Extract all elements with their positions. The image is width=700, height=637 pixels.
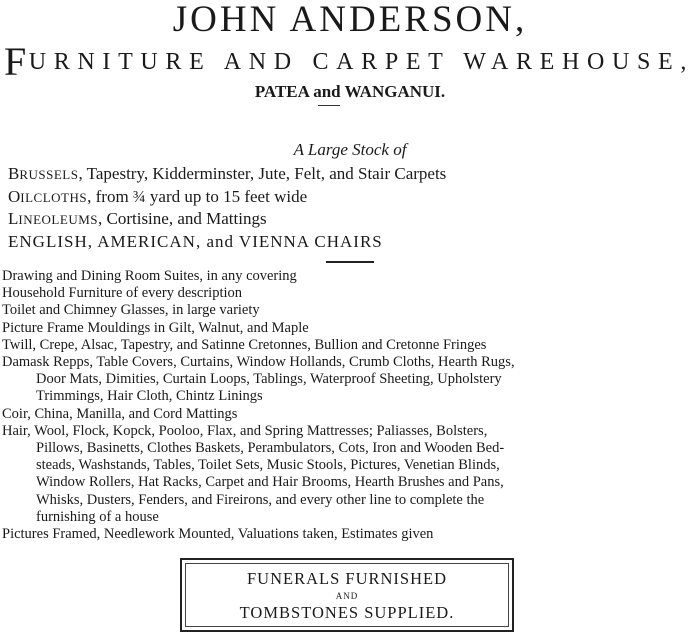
stock-intro: A Large Stock of: [293, 140, 407, 159]
tombstones-line: TOMBSTONES SUPPLIED.: [239, 603, 455, 622]
list-item: Coir, China, Manilla, and Cord Mattings: [2, 405, 238, 422]
items-list: [2, 268, 698, 543]
stock-line-smallcaps: INEOLEUMS: [18, 212, 98, 227]
stock-line-smallcaps: RUSSELS: [19, 167, 79, 182]
funerals-and: AND: [335, 591, 359, 601]
stock-line-smallcaps: ILCLOTHS: [20, 189, 88, 205]
stock-line-rest: , Tapestry, Kidderminster, Jute, Felt, and Stair Carpets: [78, 164, 447, 183]
list-item-continuation: Window Rollers, Hat Racks, Carpet and Hair Brooms, Hearth Brushes and Pans,: [36, 474, 504, 491]
stock-line-oilcloths: [8, 186, 698, 209]
list-item-continuation: steads, Washstands, Tables, Toilet Sets, Music Stools, Pictures, Venetian Blinds,: [36, 457, 500, 474]
locations-line: PATEA and WANGANUI.: [254, 82, 446, 101]
advert-subtitle: [4, 39, 696, 84]
stock-line-rest: , from ¾ yard up to 15 feet wide: [87, 186, 308, 206]
stock-line-carpets: [8, 163, 698, 186]
list-item-continuation: Door Mats, Dimities, Curtain Loops, Tablings, Waterproof Sheeting, Upholstery: [36, 371, 502, 388]
list-item: Picture Frame Mouldings in Gilt, Walnut, and Maple: [2, 319, 309, 336]
list-item: Drawing and Dining Room Suites, in any covering: [2, 268, 297, 284]
list-item: Twill, Crepe, Alsac, Tapestry, and Satinne Cretonnes, Bullion and Cretonne Fringes: [2, 336, 487, 353]
stock-list: [8, 163, 698, 253]
list-item: Damask Repps, Table Covers, Curtains, Window Hollands, Crumb Cloths, Hearth Rugs,: [2, 354, 515, 371]
list-item: Pictures Framed, Needlework Mounted, Valuations taken, Estimates given: [2, 526, 434, 543]
stock-line-initial: L: [8, 209, 19, 228]
subtitle-initial: F: [4, 39, 29, 84]
section-divider: [326, 261, 374, 263]
stock-line-lineoleums: [8, 208, 698, 231]
list-item: Toilet and Chimney Glasses, in large variety: [2, 302, 260, 319]
list-item-continuation: Whisks, Dusters, Fenders, and Fireirons, and every other line to complete the: [36, 491, 485, 508]
list-item-continuation: Pillows, Basinetts, Clothes Baskets, Perambulators, Cots, Iron and Wooden Bed-: [36, 440, 505, 457]
list-item: Household Furniture of every description: [2, 285, 243, 302]
funerals-box: [180, 558, 514, 632]
stock-line-chairs: ENGLISH, AMERICAN, and VIENNA CHAIRS: [8, 231, 383, 251]
stock-line-initial: B: [8, 164, 20, 183]
list-item-continuation: furnishing of a house: [36, 508, 159, 525]
funerals-line: FUNERALS FURNISHED: [247, 569, 447, 588]
stock-line-rest: , Cortisine, and Mattings: [98, 209, 267, 228]
list-item: Hair, Wool, Flock, Kopck, Pooloo, Flax, and Spring Mattresses; Paliasses, Bolsters,: [2, 422, 488, 439]
subtitle-text: URNITURE AND CARPET WAREHOUSE,: [28, 49, 694, 75]
locations-underline: [318, 105, 340, 106]
stock-line-initial: O: [8, 186, 21, 206]
advert-title: JOHN ANDERSON,: [172, 0, 528, 40]
list-item-continuation: Trimmings, Hair Cloth, Chintz Linings: [36, 388, 263, 405]
